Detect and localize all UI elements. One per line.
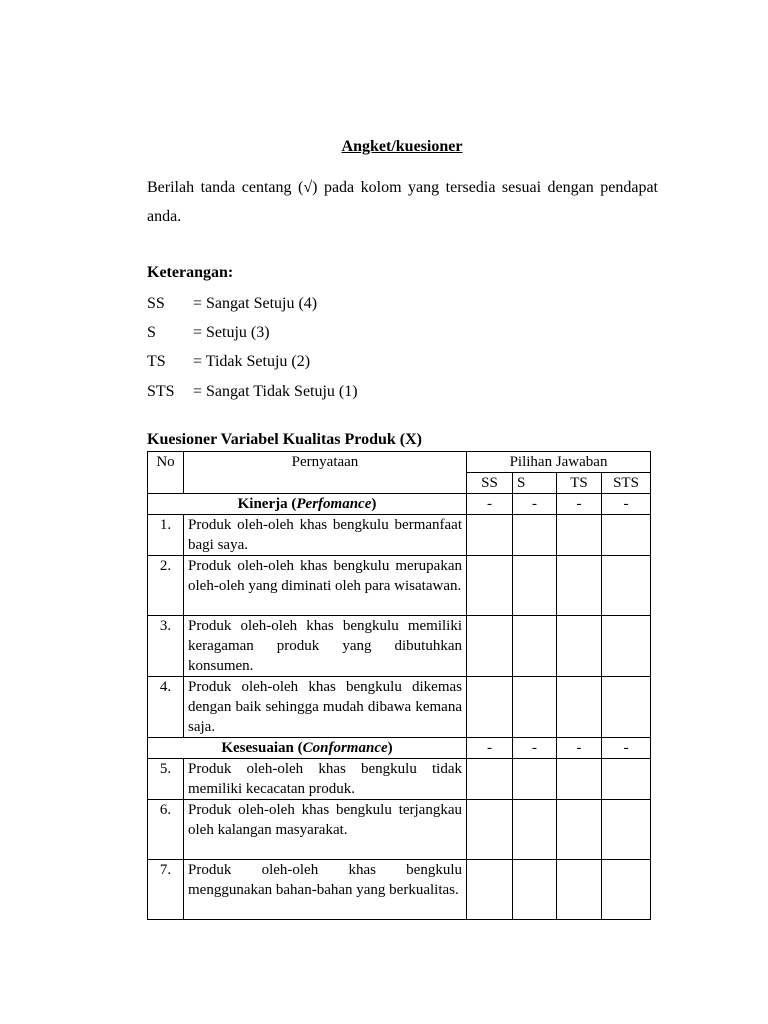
table-row [148,515,651,556]
row-statement: Produk oleh-oleh khas bengkulu terjangkau oleh kalangan masyarakat. [184,800,467,860]
table-row [148,616,651,677]
answer-cell-ts[interactable] [557,515,602,556]
answer-cell-sts[interactable] [602,759,651,800]
answer-cell-ts[interactable] [557,800,602,860]
answer-cell-s[interactable] [513,800,557,860]
section-dash: - [513,738,557,759]
answer-cell-ss[interactable] [467,860,513,920]
section-dash: - [467,738,513,759]
answer-cell-ts[interactable] [557,616,602,677]
legend-text: = Tidak Setuju (2) [193,353,311,370]
answer-cell-ss[interactable] [467,677,513,738]
legend-code: S [147,324,156,341]
header-no: No [148,452,184,494]
header-statement: Pernyataan [184,452,467,494]
legend-code: STS [147,383,175,400]
section-dash: - [513,494,557,515]
section-dash: - [557,738,602,759]
legend-item [147,294,317,314]
row-statement: Produk oleh-oleh khas bengkulu tidak memiliki kecacatan produk. [184,759,467,800]
row-number: 2. [148,556,184,616]
section-dash: - [467,494,513,515]
row-statement: Produk oleh-oleh khas bengkulu bermanfaat bagi saya. [184,515,467,556]
answer-cell-sts[interactable] [602,515,651,556]
section-name: Kesesuaian [221,740,294,756]
row-number: 4. [148,677,184,738]
section-dash: - [557,494,602,515]
answer-cell-sts[interactable] [602,677,651,738]
answer-cell-s[interactable] [513,759,557,800]
choice-label: STS [602,473,651,494]
row-number: 6. [148,800,184,860]
legend-item [147,352,310,372]
legend-text: = Setuju (3) [193,324,270,341]
legend-text: = Sangat Setuju (4) [193,295,318,312]
section-name: Kinerja [237,496,288,512]
section-name-en: Perfomance [296,496,372,512]
row-number: 5. [148,759,184,800]
answer-cell-sts[interactable] [602,860,651,920]
section-title: Kinerja (Perfomance) [148,494,467,515]
choice-label: S [513,473,557,494]
answer-cell-s[interactable] [513,616,557,677]
header-row [148,452,651,473]
section-row [148,738,651,759]
answer-cell-s[interactable] [513,556,557,616]
row-number: 3. [148,616,184,677]
legend-code: SS [147,295,165,312]
table-row [148,860,651,920]
legend-code: TS [147,353,166,370]
answer-cell-ss[interactable] [467,515,513,556]
row-number: 7. [148,860,184,920]
answer-cell-s[interactable] [513,860,557,920]
answer-cell-ss[interactable] [467,556,513,616]
answer-cell-s[interactable] [513,515,557,556]
answer-cell-ts[interactable] [557,759,602,800]
section-title: Kesesuaian (Conformance) [148,738,467,759]
choice-label: SS [467,473,513,494]
legend-item [147,382,358,402]
row-statement: Produk oleh-oleh khas bengkulu memiliki keragaman produk yang dibutuhkan konsumen. [184,616,467,677]
header-choices: Pilihan Jawaban [467,452,651,473]
table-row [148,556,651,616]
answer-cell-ss[interactable] [467,759,513,800]
table-row [148,677,651,738]
answer-cell-ss[interactable] [467,800,513,860]
answer-cell-s[interactable] [513,677,557,738]
answer-cell-sts[interactable] [602,800,651,860]
answer-cell-sts[interactable] [602,556,651,616]
row-statement: Produk oleh-oleh khas bengkulu merupakan oleh-oleh yang diminati oleh para wisatawan. [184,556,467,616]
row-number: 1. [148,515,184,556]
choice-label: TS [557,473,602,494]
table-title: Kuesioner Variabel Kualitas Produk (X) [147,431,422,448]
section-name-en: Conformance [302,740,388,756]
document-title: Angket/kuesioner [341,138,463,155]
instruction-text: Berilah tanda centang (√) pada kolom yang tersedia sesuai dengan pendapat anda. [147,179,658,225]
section-dash: - [602,494,651,515]
answer-cell-ts[interactable] [557,556,602,616]
legend-item [147,323,270,343]
legend-heading: Keterangan: [147,264,234,281]
questionnaire-table [147,451,651,920]
section-dash: - [602,738,651,759]
answer-cell-ss[interactable] [467,616,513,677]
row-statement: Produk oleh-oleh khas bengkulu menggunakan bahan-bahan yang berkualitas. [184,860,467,920]
table-row [148,759,651,800]
row-statement: Produk oleh-oleh khas bengkulu dikemas dengan baik sehingga mudah dibawa kemana saja. [184,677,467,738]
answer-cell-ts[interactable] [557,860,602,920]
legend-text: = Sangat Tidak Setuju (1) [193,383,358,400]
section-row [148,494,651,515]
table-row [148,800,651,860]
answer-cell-ts[interactable] [557,677,602,738]
answer-cell-sts[interactable] [602,616,651,677]
